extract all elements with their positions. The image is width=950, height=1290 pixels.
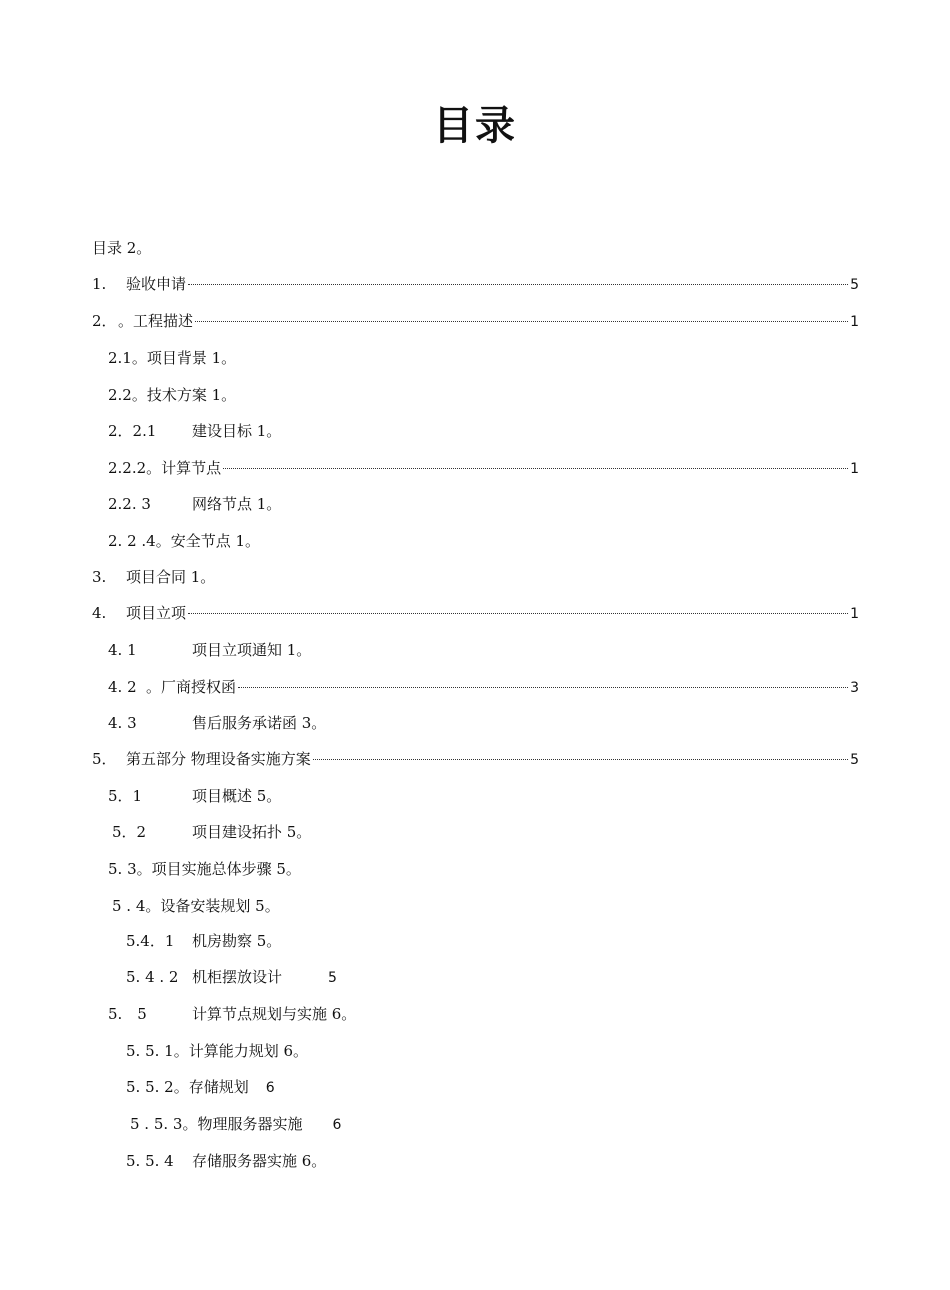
toc-entry-contents[interactable]	[92, 237, 151, 259]
toc-entry-text: 。安全节点 1。	[155, 532, 261, 550]
toc-entry-number: 2.2. 3	[108, 495, 151, 513]
dot-leader	[188, 284, 848, 285]
toc-entry-text: 。项目实施总体步骤 5。	[136, 860, 301, 878]
toc-entry-4[interactable]	[92, 602, 859, 624]
toc-entry-2[interactable]	[92, 310, 859, 332]
toc-entry-number: 2．	[92, 312, 117, 330]
toc-entry-5-4-2[interactable]	[126, 966, 337, 988]
toc-entry-2-2[interactable]	[108, 384, 236, 406]
dot-leader	[238, 687, 848, 688]
toc-entry-5-2[interactable]	[112, 821, 311, 843]
toc-entry-number: 5. 5. 2	[126, 1078, 174, 1096]
toc-entry-text: 。计算节点	[146, 459, 222, 477]
toc-entry-number: 2.2	[108, 386, 132, 404]
toc-entry-2-2-2[interactable]	[108, 457, 859, 479]
dot-leader	[195, 321, 848, 322]
toc-entry-number: 5.4．1	[126, 932, 175, 950]
toc-entry-number: 5 . 4	[112, 897, 146, 915]
toc-page-number: 5	[328, 970, 337, 986]
toc-entry-text: 项目合同 1。	[126, 568, 216, 586]
toc-entry-text: 项目立项通知 1。	[192, 641, 312, 659]
toc-entry-number: 5. 5	[108, 1005, 147, 1023]
toc-entry-5-5[interactable]	[108, 1003, 356, 1025]
toc-entry-2-2-4[interactable]	[108, 530, 260, 552]
toc-entry-5[interactable]	[92, 748, 859, 770]
page-title: 目录	[433, 103, 517, 149]
toc-page-number: 6	[265, 1080, 275, 1096]
toc-entry-number: 5 . 5. 3	[130, 1115, 183, 1133]
toc-entry-number: 2．2.1	[108, 422, 157, 440]
toc-entry-5-1[interactable]	[108, 785, 281, 807]
toc-entry-number: 5. 5. 4	[126, 1152, 174, 1170]
toc-entry-2-2-3[interactable]	[108, 493, 281, 515]
toc-entry-4-1[interactable]	[108, 639, 311, 661]
toc-entry-text: 机房勘察 5。	[192, 932, 282, 950]
toc-page-number: 5	[850, 277, 859, 293]
toc-entry-text: 计算节点规划与实施 6。	[192, 1005, 357, 1023]
toc-entry-5-3[interactable]	[108, 858, 301, 880]
toc-entry-1[interactable]	[92, 273, 859, 295]
toc-entry-2-1[interactable]	[108, 347, 236, 369]
toc-entry-text: 。设备安装规划 5。	[145, 897, 280, 915]
toc-entry-4-3[interactable]	[108, 712, 326, 734]
toc-entry-text: 。存储规划	[173, 1078, 249, 1096]
toc-entry-text: 建设目标 1。	[192, 422, 282, 440]
dot-leader	[223, 468, 848, 469]
toc-entry-number: 1.	[92, 275, 107, 293]
toc-entry-5-5-4[interactable]	[126, 1150, 326, 1172]
toc-entry-2-2-1[interactable]	[108, 420, 281, 442]
toc-entry-number: 5．1	[108, 787, 143, 805]
toc-entry-text: 。厂商授权函	[146, 678, 237, 696]
toc-entry-number: 4. 1	[108, 641, 137, 659]
toc-entry-number: 5．2	[112, 823, 147, 841]
toc-entry-text: 网络节点 1。	[192, 495, 282, 513]
toc-entry-text: 第五部分 物理设备实施方案	[126, 750, 311, 768]
toc-page-number: 1	[850, 461, 859, 477]
toc-entry-text: 项目概述 5。	[192, 787, 282, 805]
toc-entry-number: 5. 3	[108, 860, 137, 878]
toc-entry-text: 。技术方案 1。	[131, 386, 237, 404]
toc-entry-number: 4.	[92, 604, 107, 622]
toc-page-number: 1	[850, 314, 859, 330]
toc-entry-text: 。计算能力规划 6。	[173, 1042, 309, 1060]
toc-entry-5-4[interactable]	[112, 895, 280, 917]
toc-page-number: 3	[850, 680, 859, 696]
toc-entry-number: 5．	[92, 750, 117, 768]
toc-entry-number: 5. 4 . 2	[126, 968, 179, 986]
toc-entry-number: 4. 3	[108, 714, 137, 732]
toc-entry-text: 售后服务承诺函 3。	[192, 714, 327, 732]
dot-leader	[188, 613, 848, 614]
toc-entry-text: 。物理服务器实施	[182, 1115, 303, 1133]
toc-entry-number: 2.2.2	[108, 459, 147, 477]
toc-entry-text: 存储服务器实施 6。	[192, 1152, 327, 1170]
toc-entry-5-5-2[interactable]	[126, 1076, 275, 1098]
toc-entry-number: 4. 2	[108, 678, 137, 696]
toc-entry-5-5-1[interactable]	[126, 1040, 308, 1062]
toc-entry-number: 5. 5. 1	[126, 1042, 174, 1060]
toc-entry-4-2[interactable]	[108, 676, 859, 698]
toc-entry-text: 项目立项	[126, 604, 187, 622]
toc-entry-text: 。工程描述	[118, 312, 194, 330]
toc-entry-text: 项目建设拓扑 5。	[192, 823, 312, 841]
toc-entry-text: 目录 2。	[92, 239, 152, 257]
toc-entry-5-5-3[interactable]	[130, 1113, 341, 1135]
toc-page-number: 1	[850, 606, 859, 622]
toc-entry-text: 验收申请	[126, 275, 187, 293]
toc-page-number: 6	[332, 1117, 342, 1133]
toc-entry-3[interactable]	[92, 566, 215, 588]
toc-entry-text: 。项目背景 1。	[131, 349, 237, 367]
toc-entry-number: 2.1	[108, 349, 132, 367]
toc-entry-number: 3.	[92, 568, 107, 586]
dot-leader	[313, 759, 848, 760]
toc-entry-text: 机柜摆放设计	[192, 968, 283, 986]
toc-entry-number: 2. 2 .4	[108, 532, 156, 550]
toc-entry-5-4-1[interactable]	[126, 930, 281, 952]
toc-page-number: 5	[850, 752, 859, 768]
